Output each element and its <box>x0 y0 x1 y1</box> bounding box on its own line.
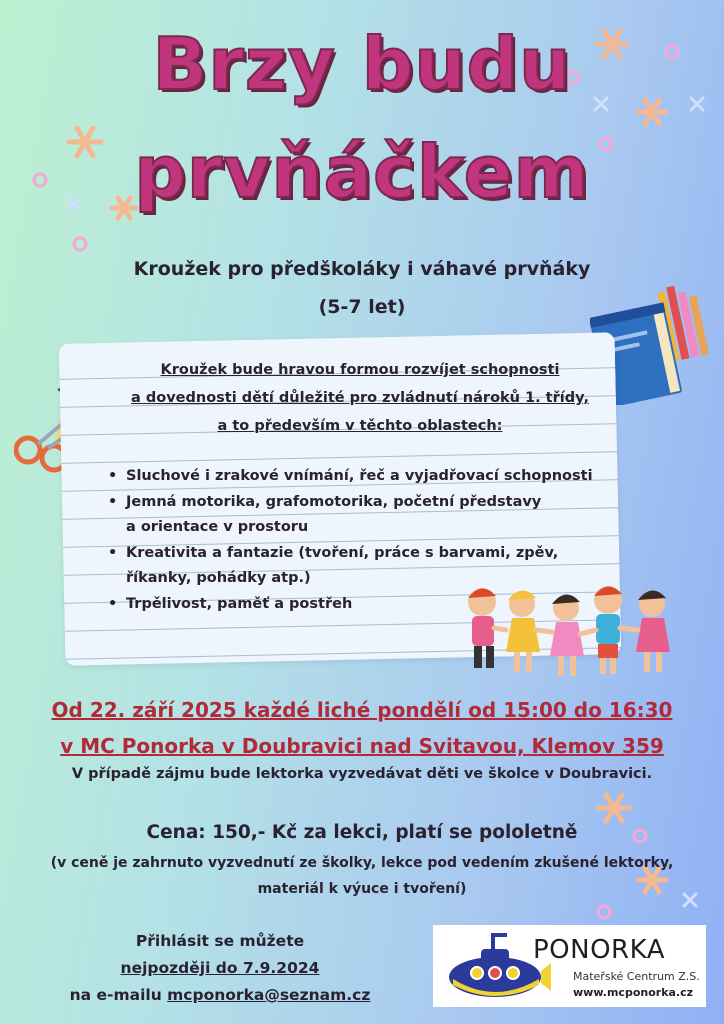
list-item: • Trpělivost, paměť a postřeh <box>108 592 608 618</box>
ponorka-logo <box>433 925 706 1007</box>
children-illustration <box>460 580 680 690</box>
email-prefix: na e-mailu <box>69 986 162 1004</box>
pickup-note: V případě zájmu bude lektorka vyzvedávat děti ve školce v Doubravici. <box>71 766 653 782</box>
list-item-continuation: říkanky, pohádky atp.) <box>126 570 311 586</box>
schedule-when: Od 22. září 2025 každé liché pondělí od 15:00 do 16:30 <box>51 698 673 722</box>
subtitle: Kroužek pro předškoláky i váhavé prvňáky <box>133 258 591 280</box>
logo-url[interactable]: www.mcponorka.cz <box>573 986 694 999</box>
intro-line-2: a dovednosti dětí důležité pro zvládnutí nároků 1. třídy, <box>131 390 589 406</box>
list-item: • Sluchové i zrakové vnímání, řeč a vyjadřovací schopnosti <box>108 464 608 490</box>
ring-icon <box>74 238 86 250</box>
list-item: • Jemná motorika, grafomotorika, početní představy <box>108 490 608 516</box>
registration-email-line <box>30 982 410 1009</box>
intro-line-3: a to především v těchto oblastech: <box>217 418 503 434</box>
price-note-1: (v ceně je zahrnuto vyzvednutí ze školky, lekce pod vedením zkušené lektorky, <box>50 855 674 871</box>
email-link[interactable]: mcponorka@seznam.cz <box>167 986 371 1004</box>
sparkle-icon <box>599 795 629 821</box>
intro-line-1: Kroužek bude hravou formou rozvíjet schopnosti <box>160 362 560 378</box>
logo-tagline: Mateřské Centrum Z.S. <box>573 970 700 983</box>
price-note-2: materiál k výuce i tvoření) <box>257 881 467 897</box>
list-item-continuation: a orientace v prostoru <box>126 519 309 535</box>
logo-name: PONORKA <box>533 935 666 965</box>
ring-icon <box>598 906 610 918</box>
list-item: • Kreativita a fantazie (tvoření, práce s barvami, zpěv, <box>108 541 608 567</box>
registration-deadline: nejpozději do 7.9.2024 <box>120 959 320 977</box>
age-range: (5-7 let) <box>318 296 406 318</box>
registration-line-1: Přihlásit se můžete <box>135 932 305 950</box>
schedule-where: v MC Ponorka v Doubravici nad Svitavou, Klemov 359 <box>60 734 664 758</box>
title-line-2: prvňáčkem <box>134 130 590 214</box>
price: Cena: 150,- Kč za lekci, platí se pololetně <box>146 822 578 843</box>
title-line-1: Brzy budu <box>152 22 572 106</box>
